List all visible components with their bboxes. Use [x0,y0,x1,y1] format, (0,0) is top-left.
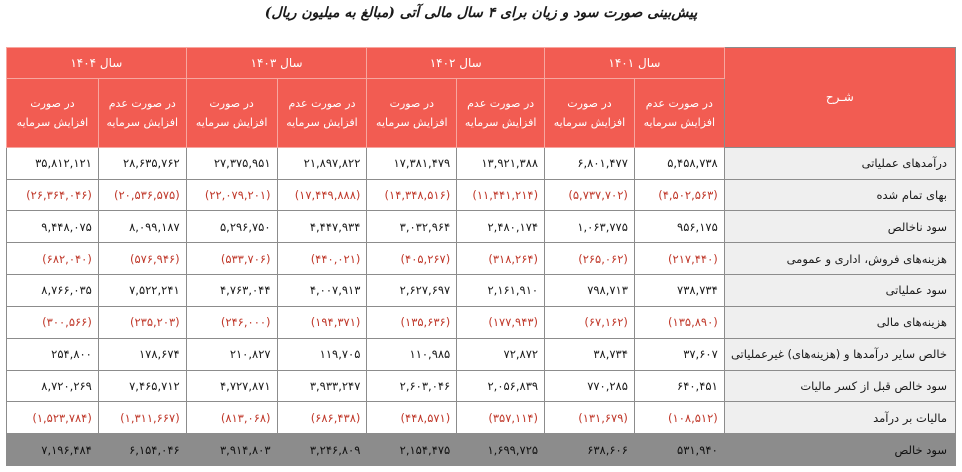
value-cell: ۱۱۹,۷۰۵ [277,338,367,370]
value-cell: (۴۴۸,۵۷۱) [367,402,457,434]
value-cell: ۷۷۰,۲۸۵ [545,370,635,402]
value-cell: (۶۸۲,۰۴۰) [7,243,99,275]
row-label: هزینه‌های فروش، اداری و عمومی [724,243,955,275]
value-cell: (۵۳۳,۷۰۶) [186,243,277,275]
value-cell: ۳,۰۳۲,۹۶۴ [367,211,457,243]
value-cell: ۲۸,۶۳۵,۷۶۲ [98,147,186,179]
value-cell: (۱,۳۱۱,۶۶۷) [98,402,186,434]
value-cell: ۶۴۰,۴۵۱ [634,370,724,402]
description-header: شـرح [724,48,955,148]
value-cell: (۴,۵۰۲,۵۶۳) [634,179,724,211]
value-cell: (۵,۷۳۷,۷۰۲) [545,179,635,211]
value-cell: ۶۳۸,۶۰۶ [545,434,635,466]
scenario-with-raise-header: در صورت افزایش سرمایه [7,78,99,147]
value-cell: (۲۲,۰۷۹,۲۰۱) [186,179,277,211]
value-cell: ۲,۱۵۴,۴۷۵ [367,434,457,466]
value-cell: ۵۳۱,۹۴۰ [634,434,724,466]
value-cell: ۶,۸۰۱,۴۷۷ [545,147,635,179]
value-cell: (۲۳۵,۲۰۳) [98,306,186,338]
value-cell: ۲,۰۵۶,۸۳۹ [457,370,545,402]
value-cell: ۸,۷۲۰,۲۶۹ [7,370,99,402]
year-header: سال ۱۴۰۴ [7,48,187,79]
value-cell: (۲۱۷,۴۴۰) [634,243,724,275]
value-cell: ۱۷۸,۶۷۴ [98,338,186,370]
value-cell: ۱,۰۶۳,۷۷۵ [545,211,635,243]
value-cell: ۹,۴۴۸,۰۷۵ [7,211,99,243]
value-cell: ۲,۶۲۷,۶۹۷ [367,275,457,307]
row-label: مالیات بر درآمد [724,402,955,434]
table-body [7,147,956,465]
value-cell: ۳۷,۶۰۷ [634,338,724,370]
value-cell: (۶۸۶,۴۳۸) [277,402,367,434]
value-cell: (۱۳۵,۸۹۰) [634,306,724,338]
value-cell: (۴۰۵,۲۶۷) [367,243,457,275]
value-cell: ۵,۴۵۸,۷۳۸ [634,147,724,179]
table-row [7,306,956,338]
row-label: سود خالص قبل از کسر مالیات [724,370,955,402]
value-cell: (۳۰۰,۵۶۶) [7,306,99,338]
scenario-with-raise-header: در صورت افزایش سرمایه [545,78,635,147]
value-cell: ۹۵۶,۱۷۵ [634,211,724,243]
row-label: هزینه‌های مالی [724,306,955,338]
table-row [7,402,956,434]
year-header: سال ۱۴۰۳ [186,48,367,79]
value-cell: (۱۳۵,۶۳۶) [367,306,457,338]
value-cell: (۱۳۱,۶۷۹) [545,402,635,434]
value-cell: ۶,۱۵۴,۰۴۶ [98,434,186,466]
value-cell: ۸,۰۹۹,۱۸۷ [98,211,186,243]
year-header: سال ۱۴۰۲ [367,48,545,79]
value-cell: ۷۳۸,۷۳۴ [634,275,724,307]
value-cell: (۲۴۶,۰۰۰) [186,306,277,338]
table-row [7,179,956,211]
value-cell: ۴,۴۴۷,۹۳۴ [277,211,367,243]
value-cell: (۱۹۴,۳۷۱) [277,306,367,338]
value-cell: ۷,۵۲۲,۲۴۱ [98,275,186,307]
row-label: سود عملیاتی [724,275,955,307]
scenario-without-raise-header: در صورت عدم افزایش سرمایه [277,78,367,147]
value-cell: (۳۵۷,۱۱۴) [457,402,545,434]
value-cell: ۵,۲۹۶,۷۵۰ [186,211,277,243]
value-cell: ۲,۶۰۳,۰۴۶ [367,370,457,402]
table-row [7,434,956,466]
value-cell: ۲۱,۸۹۷,۸۲۲ [277,147,367,179]
value-cell: (۵۷۶,۹۴۶) [98,243,186,275]
table-row [7,243,956,275]
value-cell: ۸,۷۶۶,۰۳۵ [7,275,99,307]
table-row [7,147,956,179]
value-cell: ۲۱۰,۸۲۷ [186,338,277,370]
value-cell: (۱۷,۴۴۹,۸۸۸) [277,179,367,211]
income-forecast-table [6,47,956,466]
value-cell: ۷۹۸,۷۱۳ [545,275,635,307]
table-row [7,338,956,370]
value-cell: ۲,۴۸۰,۱۷۴ [457,211,545,243]
value-cell: (۴۴۰,۰۲۱) [277,243,367,275]
value-cell: (۱۱,۴۴۱,۲۱۴) [457,179,545,211]
value-cell: (۲۶,۳۶۴,۰۴۶) [7,179,99,211]
row-label: خالص سایر درآمدها و (هزینه‌های) غیرعملیاتی [724,338,955,370]
value-cell: (۲۶۵,۰۶۲) [545,243,635,275]
value-cell: ۳۵,۸۱۲,۱۲۱ [7,147,99,179]
value-cell: ۲,۱۶۱,۹۱۰ [457,275,545,307]
value-cell: (۱۰۸,۵۱۲) [634,402,724,434]
value-cell: ۳,۹۱۴,۸۰۳ [186,434,277,466]
value-cell: (۳۱۸,۲۶۴) [457,243,545,275]
value-cell: ۱۷,۳۸۱,۴۷۹ [367,147,457,179]
value-cell: (۶۷,۱۶۲) [545,306,635,338]
value-cell: ۱,۶۹۹,۷۲۵ [457,434,545,466]
value-cell: ۷۲,۸۷۲ [457,338,545,370]
scenario-without-raise-header: در صورت عدم افزایش سرمایه [457,78,545,147]
value-cell: (۱,۵۲۳,۷۸۴) [7,402,99,434]
scenario-without-raise-header: در صورت عدم افزایش سرمایه [634,78,724,147]
year-header-row [7,48,956,79]
scenario-with-raise-header: در صورت افزایش سرمایه [186,78,277,147]
value-cell: (۱۴,۳۴۸,۵۱۶) [367,179,457,211]
value-cell: ۳۸,۷۳۴ [545,338,635,370]
value-cell: ۴,۰۰۷,۹۱۳ [277,275,367,307]
value-cell: ۱۱۰,۹۸۵ [367,338,457,370]
value-cell: ۷,۱۹۶,۴۸۴ [7,434,99,466]
value-cell: ۴,۷۲۷,۸۷۱ [186,370,277,402]
row-label: درآمدهای عملیاتی [724,147,955,179]
scenario-without-raise-header: در صورت عدم افزایش سرمایه [98,78,186,147]
value-cell: ۴,۷۶۳,۰۴۴ [186,275,277,307]
row-label: سود ناخالص [724,211,955,243]
value-cell: ۷,۴۶۵,۷۱۲ [98,370,186,402]
table-row [7,211,956,243]
value-cell: ۳,۹۳۳,۲۴۷ [277,370,367,402]
value-cell: (۲۰,۵۳۶,۵۷۵) [98,179,186,211]
table-row [7,370,956,402]
value-cell: (۸۱۳,۰۶۸) [186,402,277,434]
row-label: بهای تمام شده [724,179,955,211]
value-cell: ۱۳,۹۲۱,۳۸۸ [457,147,545,179]
value-cell: ۳,۲۴۶,۸۰۹ [277,434,367,466]
value-cell: (۱۷۷,۹۴۳) [457,306,545,338]
value-cell: ۲۷,۳۷۵,۹۵۱ [186,147,277,179]
year-header: سال ۱۴۰۱ [545,48,725,79]
table-row [7,275,956,307]
value-cell: ۲۵۴,۸۰۰ [7,338,99,370]
row-label: سود خالص [724,434,955,466]
page-title: پیش‌بینی صورت سود و زیان برای ۴ سال مالی آتی (مبالغ به میلیون ریال) [264,5,698,21]
scenario-with-raise-header: در صورت افزایش سرمایه [367,78,457,147]
